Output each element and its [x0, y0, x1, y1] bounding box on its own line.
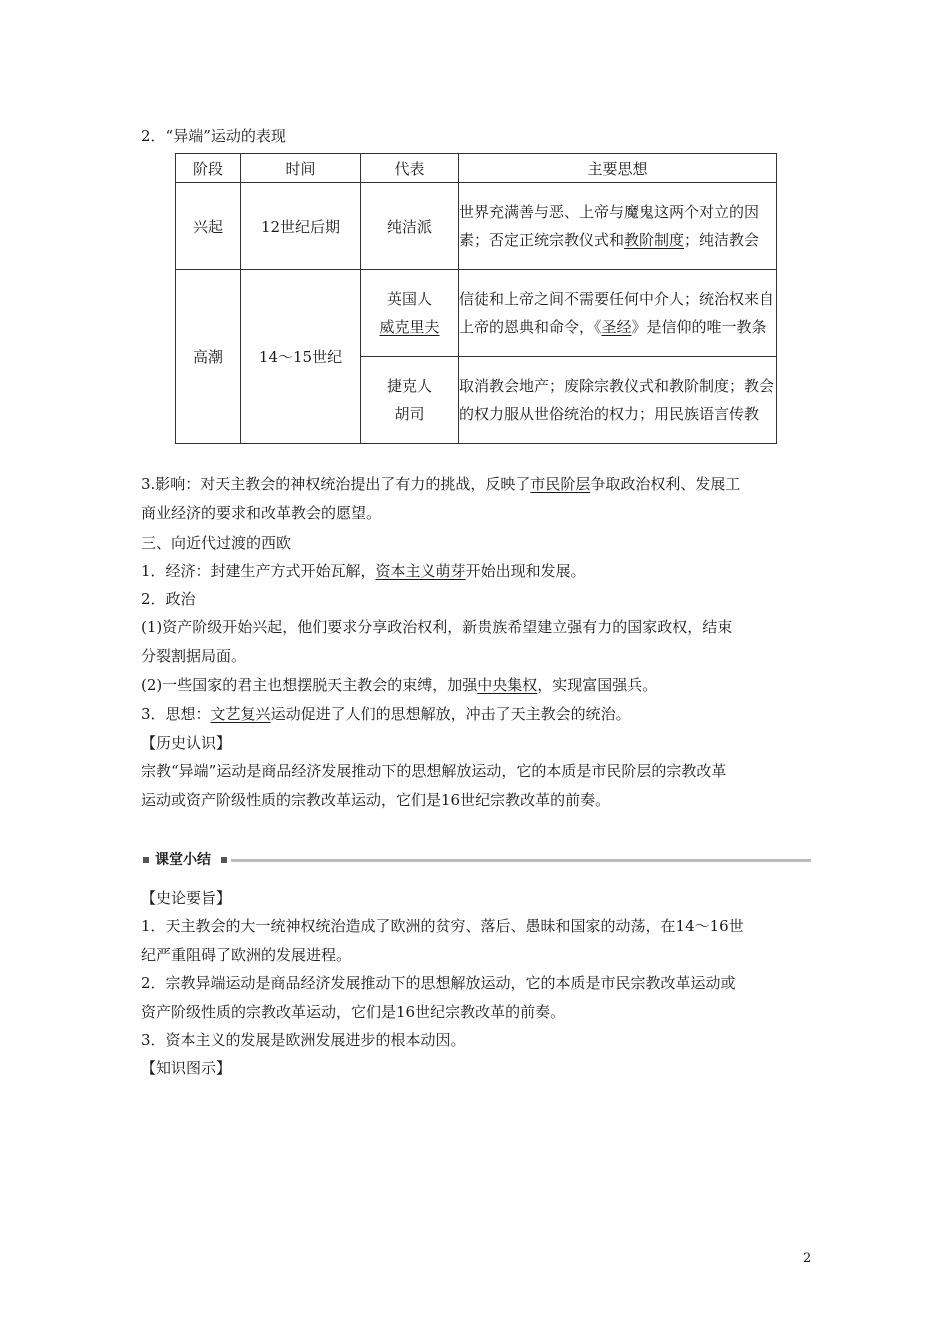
cell-stage-rise: 兴起: [176, 183, 241, 270]
heresy-heading: 2．“异端”运动的表现: [141, 127, 286, 145]
rep-name: 胡司: [394, 405, 425, 423]
cell-idea-rise: [459, 183, 777, 270]
thought-line: [141, 704, 631, 724]
cell-time-rise: 12世纪后期: [241, 183, 361, 270]
idea-text: 世界充满善与恶、上帝与魔鬼这两个对立的因素；否定正统宗教仪式和: [459, 203, 760, 249]
underlined-term: 文艺复兴: [210, 705, 271, 723]
section-3-title: 三、向近代过渡的西欧: [141, 534, 292, 552]
section-divider: [231, 859, 811, 862]
history-note-line-1: 宗教“异端”运动是商品经济发展推动下的思想解放运动，它的本质是市民阶层的宗教改革: [141, 762, 727, 780]
table-header-row: [176, 154, 777, 183]
page-number: 2: [803, 1251, 812, 1266]
cell-idea-wycliffe: [459, 270, 777, 357]
idea-text: ；纯洁教会: [684, 231, 760, 249]
text-span: (2)一些国家的君主也想摆脱天主教会的束缚，加强: [141, 676, 478, 694]
underlined-term: 教阶制度: [624, 231, 685, 249]
gist-label: 【史论要旨】: [141, 889, 232, 907]
bullet-square-icon: [221, 857, 227, 863]
rep-nationality: 捷克人: [386, 377, 432, 395]
table-row-rise: [176, 183, 777, 270]
gist-1-line-1: 1．天主教会的大一统神权统治造成了欧洲的贫穷、落后、愚昧和国家的动荡，在14～16世: [141, 917, 744, 935]
header-stage: 阶段: [176, 154, 241, 183]
text-span: 运动促进了人们的思想解放，冲击了天主教会的统治。: [270, 705, 631, 723]
gist-1-line-2: 纪严重阻碍了欧洲的发展进程。: [141, 946, 352, 964]
text-span: ，实现富国强兵。: [537, 676, 658, 694]
summary-section-bar: [143, 852, 811, 870]
economy-line: [141, 561, 586, 581]
cell-rep-cathars: 纯洁派: [361, 183, 459, 270]
summary-title: 课堂小结: [155, 852, 211, 868]
text-span: 开始出现和发展。: [465, 562, 586, 580]
gist-2-line-2: 资产阶级性质的宗教改革运动，它们是16世纪宗教改革的前奏。: [141, 1003, 566, 1021]
knowledge-diagram-label: 【知识图示】: [141, 1059, 232, 1077]
text-span: 争取政治权利、发展工: [590, 475, 741, 493]
politics-point-1-line-1: (1)资产阶级开始兴起，他们要求分享政治权利，新贵族希望建立强有力的国家政权，结束: [141, 618, 733, 636]
cell-rep-hus: [361, 357, 459, 444]
cell-idea-hus: 取消教会地产；废除宗教仪式和教阶制度；教会的权力服从世俗统治的权力；用民族语言传教: [459, 357, 777, 444]
gist-2-line-1: 2．宗教异端运动是商品经济发展推动下的思想解放运动，它的本质是市民宗教改革运动或: [141, 974, 736, 992]
underlined-term: 圣经: [601, 318, 632, 336]
header-representative: 代表: [361, 154, 459, 183]
politics-heading: 2．政治: [141, 590, 196, 608]
underlined-term: 中央集权: [477, 676, 538, 694]
idea-text: 信徒和上帝之间不需要任何中介人；统治权来自上帝的恩典和命令，《: [459, 290, 775, 336]
underlined-term: 资本主义萌芽: [375, 562, 466, 580]
heresy-movements-table: [175, 153, 777, 444]
cell-time-peak: 14～15世纪: [241, 270, 361, 444]
politics-point-2: [141, 675, 657, 695]
text-span: 3．思想：: [141, 705, 211, 723]
bullet-square-icon: [143, 857, 149, 863]
gist-3: 3．资本主义的发展是欧洲发展进步的根本动因。: [141, 1031, 466, 1049]
rep-name: 威克里夫: [379, 318, 440, 336]
idea-text: 》是信仰的唯一教条: [631, 318, 767, 336]
politics-point-1-line-2: 分裂割据局面。: [141, 647, 247, 665]
text-span: 3.影响：对天主教会的神权统治提出了有力的挑战，反映了: [141, 475, 531, 493]
cell-stage-peak: 高潮: [176, 270, 241, 444]
text-span: 1．经济：封建生产方式开始瓦解，: [141, 562, 376, 580]
rep-nationality: 英国人: [386, 290, 432, 308]
cell-rep-wycliffe: [361, 270, 459, 357]
history-note-label: 【历史认识】: [141, 734, 232, 752]
table-row-peak-wycliffe: [176, 270, 777, 357]
influence-line-2: 商业经济的要求和改革教会的愿望。: [141, 504, 382, 522]
header-time: 时间: [241, 154, 361, 183]
underlined-term: 市民阶层: [530, 475, 591, 493]
history-note-line-2: 运动或资产阶级性质的宗教改革运动，它们是16世纪宗教改革的前奏。: [141, 791, 611, 809]
header-main-idea: 主要思想: [459, 154, 777, 183]
influence-line-1: [141, 474, 740, 494]
